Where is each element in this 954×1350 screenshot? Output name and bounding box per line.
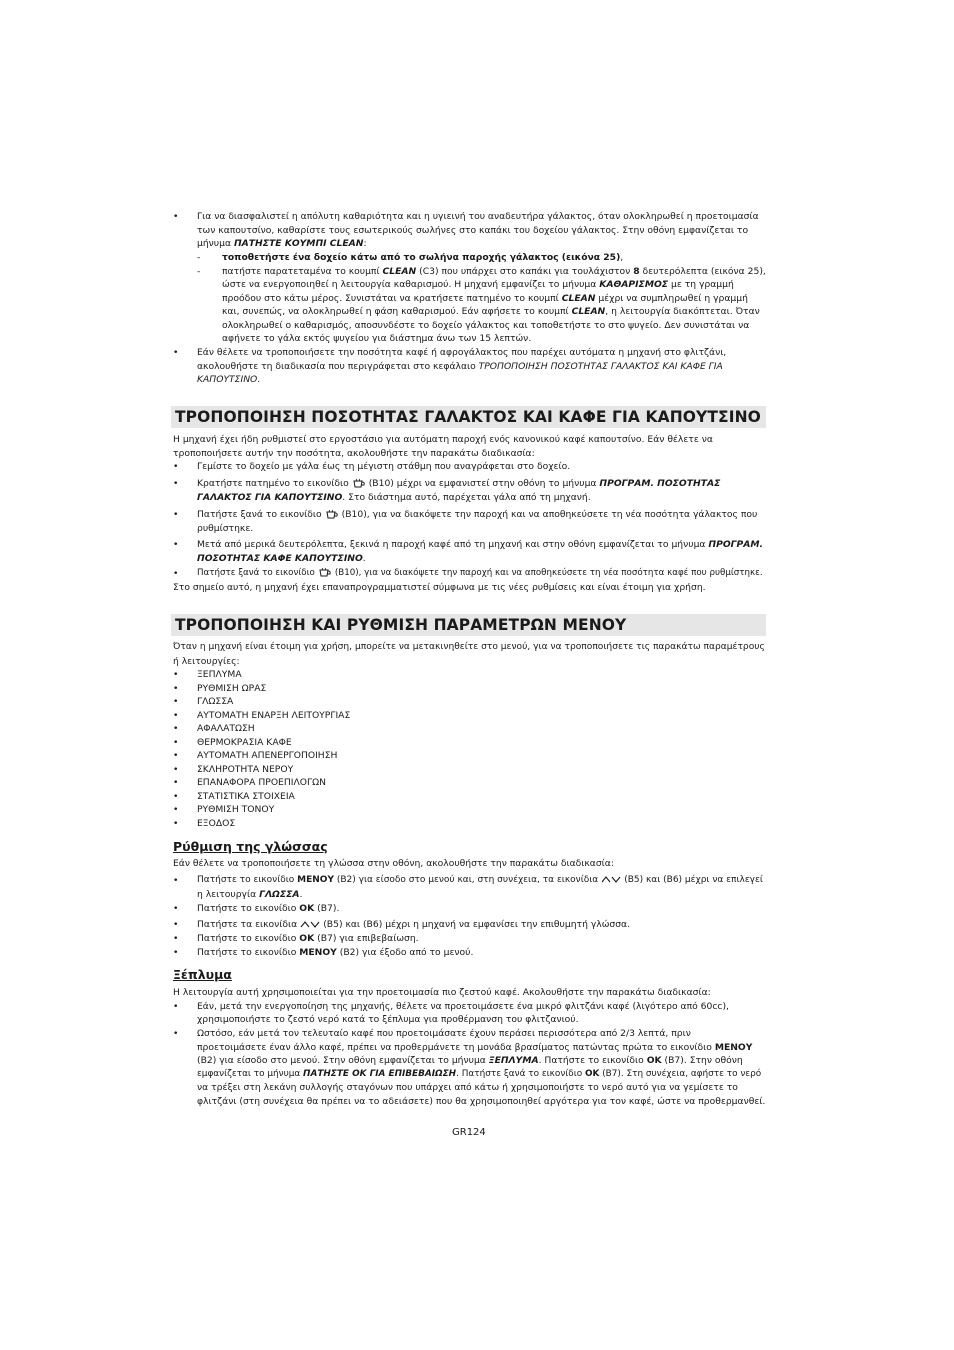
menu-list-item: ΑΥΤΟΜΑΤΗ ΑΠΕΝΕΡΓΟΠΟΙΗΣΗ	[197, 750, 338, 761]
bullet-marker: •	[173, 736, 179, 748]
paragraph-line: τροποποιήσετε αυτήν την ποσότητα, ακολουθήστε την παρακάτω διαδικασία:	[173, 447, 535, 459]
bullet-marker: •	[173, 804, 179, 815]
bullet-marker: •	[173, 933, 179, 944]
bullet-marker: •	[173, 478, 179, 489]
bullet-marker: •	[173, 875, 179, 886]
paragraph-line: Στο σημείο αυτό, η μηχανή έχει επαναπρογραμματιστεί σύμφωνα με τις νέες ρυθμίσεις και είναι έτοιμη για χρήση.	[173, 582, 706, 593]
page-number: GR124	[452, 1127, 486, 1138]
menu-list-item: ΣΚΛΗΡΟΤΗΤΑ ΝΕΡΟΥ	[197, 763, 294, 775]
paragraph-line: Εάν θέλετε να τροποποιήσετε τη γλώσσα στην οθόνη, ακολουθήστε την παρακάτω διαδικασία:	[173, 858, 614, 869]
section-header-menu-params	[171, 614, 766, 636]
bullet-marker: •	[173, 903, 179, 914]
bullet-marker: •	[173, 723, 179, 734]
menu-list-item: ΓΛΩΣΣΑ	[197, 696, 234, 707]
paragraph-line: αφήνετε το γάλα εκτός ψυγείου για διάστημα άνω των 15 λεπτών.	[222, 333, 532, 344]
paragraph-line: ΚΑΠΟΥΤΣΙΝΟ.	[197, 374, 261, 385]
paragraph-line: ώστε να ενεργοποιηθεί η λειτουργία καθαρισμού. Η μηχανή εμφανίζει το μήνυμα ΚΑΘΑΡΙΣΜΟΣ με τη γραμμή	[222, 279, 734, 290]
menu-list-item: ΣΤΑΤΙΣΤΙΚΑ ΣΤΟΙΧΕΙΑ	[197, 790, 295, 802]
bullet-marker: •	[173, 682, 179, 694]
dash-marker: -	[197, 265, 201, 277]
bullet-marker: •	[173, 790, 179, 802]
paragraph-line: φλιτζάνι (στη συνέχεια θα πρέπει να το αδειάσετε) που θα χρησιμοποιηθεί αργότερα για τον καφέ, ώστε να προθερμανθεί.	[197, 1095, 766, 1107]
bullet-marker: •	[173, 777, 179, 788]
bullet-marker: •	[173, 509, 179, 520]
bullet-marker: •	[173, 347, 179, 358]
paragraph-line: μήνυμα ΠΑΤΗΣΤΕ ΚΟΥΜΠΙ CLEAN:	[197, 238, 367, 249]
paragraph-line: Γεμίστε το δοχείο με γάλα έως τη μέγιστη στάθμη που αναγράφεται στο δοχείο.	[197, 461, 571, 472]
paragraph-line: Πατήστε ξανά το εικονίδιο (B10), για να διακόψετε την παροχή και να αποθηκεύσετε τη νέα ποσότητα καφέ που ρυθμίστηκε.	[197, 568, 763, 578]
paragraph-line: Ωστόσο, εάν μετά τον τελευταίο καφέ που προετοιμάσατε έχουν περάσει περισσότερα από 2/3 λεπτά, πριν	[197, 1028, 691, 1039]
paragraph-line: πατήστε παρατεταμένα το κουμπί CLEAN (C3) που υπάρχει στο καπάκι για τουλάχιστον 8 δευτερόλεπτα (εικόνα 25),	[222, 265, 766, 277]
paragraph-line: Πατήστε το εικονίδιο ΜΕΝΟΥ (B2) για έξοδο από το μενού.	[197, 947, 474, 958]
paragraph-line: Η λειτουργία αυτή χρησιμοποιείται για την προετοιμασία πιο ζεστού καφέ. Ακολουθήστε την παρακάτω διαδικασία:	[173, 987, 711, 998]
menu-list-item: ΑΦΑΛΑΤΩΣΗ	[197, 723, 255, 734]
paragraph-line: ακολουθήστε τη διαδικασία που περιγράφεται στο κεφάλαιο ΤΡΟΠΟΠΟΙΗΣΗ ΠΟΣΟΤΗΤΑΣ ΓΑΛΑΚΤΟΣ ΚΑΙ ΚΑΦΕ ΓΙΑ	[197, 360, 723, 372]
bullet-marker: •	[173, 1028, 179, 1039]
bullet-marker: •	[173, 669, 179, 680]
bullet-marker: •	[173, 539, 179, 550]
paragraph-line: να τρέξει στη λεκάνη συλλογής σταγόνων που υπάρχει από κάτω ή χρησιμοποιήστε το νερό αυτό για να γεμίσετε το	[197, 1082, 738, 1093]
section-title: ΤΡΟΠΟΠΟΙΗΣΗ ΠΟΣΟΤΗΤΑΣ ΓΑΛΑΚΤΟΣ ΚΑΙ ΚΑΦΕ ΓΙΑ ΚΑΠΟΥΤΣΙΝΟ	[175, 408, 761, 426]
milk-cup-icon	[325, 509, 339, 520]
paragraph-line: Όταν η μηχανή είναι έτοιμη για χρήση, μπορείτε να μετακινηθείτε στο μενού, για να τροποποιήσετε τις παρακάτω παραμέτρους	[173, 642, 765, 652]
bullet-marker: •	[173, 1000, 179, 1012]
paragraph-line: Πατήστε το εικονίδιο ΜΕΝΟΥ (B2) για είσοδο στο μενού και, στη συνέχεια, τα εικονίδια (B5) και (B6) μέχρι να επιλεγεί	[197, 875, 763, 885]
paragraph-line: των καπουτσίνο, καθαρίστε τους εσωτερικούς σωλήνες στο καπάκι του δοχείου γάλακτος. Στην οθόνη εμφανίζεται το	[197, 224, 749, 236]
milk-cup-icon	[352, 478, 366, 489]
bullet-marker: •	[173, 461, 179, 472]
bullet-marker: •	[173, 763, 179, 775]
menu-list-item: ΕΞΟΔΟΣ	[197, 817, 236, 829]
paragraph-line: Εάν θέλετε να τροποποιήσετε την ποσότητα καφέ ή αφρογάλακτος που παρέχει αυτόματα η μηχανή στο φλιτζάνι,	[197, 347, 727, 358]
paragraph-line: ΠΟΣΟΤΗΤΑΣ ΚΑΦΕ ΚΑΠΟΥΤΣΙΝΟ.	[197, 552, 366, 564]
paragraph-line: Για να διασφαλιστεί η απόλυτη καθαριότητα και η υγιεινή του αναδευτήρα γάλακτος, όταν ολοκληρωθεί η προετοιμασία	[197, 211, 759, 222]
paragraph-line: (B2) για είσοδο στο μενού. Στην οθόνη εμφανίζεται το μήνυμα ΞΕΠΛΥΜΑ. Πατήστε το εικονίδιο ΟΚ (B7). Στην οθόνη	[197, 1055, 743, 1066]
paragraph-line: χρησιμοποιήστε το ζεστό νερό κατά το ξέπλυμα για προθέρμανση του φλιτζανιού.	[197, 1014, 579, 1025]
section-header-milk-coffee	[171, 406, 766, 428]
milk-cup-icon	[318, 567, 332, 578]
dash-marker: -	[197, 252, 201, 263]
up-down-arrows-icon	[300, 920, 320, 929]
paragraph-line: ΓΑΛΑΚΤΟΣ ΓΙΑ ΚΑΠΟΥΤΣΙΝΟ. Στο διάστημα αυτό, παρέχεται γάλα από τη μηχανή.	[197, 492, 591, 503]
up-down-arrows-icon	[601, 875, 621, 884]
bullet-marker: •	[173, 919, 179, 930]
paragraph-line: Πατήστε τα εικονίδια (B5) και (B6) μέχρι η μηχανή να εμφανίσει την επιθυμητή γλώσσα.	[197, 919, 631, 930]
paragraph-line: Πατήστε το εικονίδιο ΟΚ (B7).	[197, 903, 340, 914]
menu-list-item: ΞΕΠΛΥΜΑ	[197, 669, 242, 680]
paragraph-line: Η μηχανή έχει ήδη ρυθμιστεί στο εργοστάσιο για αυτόματη παροχή ενός κανονικού καφέ καπουτσίνο. Εάν θέλετε να	[173, 434, 713, 445]
bullet-marker: •	[173, 709, 179, 721]
paragraph-line: Πατήστε ξανά το εικονίδιο (B10), για να διακόψετε την παροχή και να αποθηκεύσετε τη νέα ποσότητα γάλακτος που	[197, 509, 758, 520]
subsection-title-rinse: Ξέπλυμα	[173, 967, 232, 982]
menu-list-item: ΡΥΘΜΙΣΗ ΩΡΑΣ	[197, 682, 267, 694]
paragraph-line: τοποθετήστε ένα δοχείο κάτω από το σωλήνα παροχής γάλακτος (εικόνα 25),	[222, 252, 624, 263]
paragraph-line: Μετά από μερικά δευτερόλεπτα, ξεκινά η παροχή καφέ από τη μηχανή και στην οθόνη εμφανίζεται το μήνυμα ΠΡΟΓΡΑΜ.	[197, 539, 763, 550]
menu-list-item: ΕΠΑΝΑΦΟΡΑ ΠΡΟΕΠΙΛΟΓΩΝ	[197, 777, 326, 788]
paragraph-line: και, συνεπώς, να ολοκληρωθεί η φάση καθαρισμού. Εάν αφήσετε το κουμπί CLEAN, η λειτουργία διακόπτεται. Όταν	[222, 306, 760, 317]
menu-list-item: ΘΕΡΜΟΚΡΑΣΙΑ ΚΑΦΕ	[197, 736, 292, 748]
paragraph-line: ολοκληρωθεί ο καθαρισμός, αποσυνδέστε το δοχείο γάλακτος και τοποθετήστε το στο ψυγείο. Δεν συνιστάται να	[222, 319, 750, 331]
paragraph-line: προόδου στο κάτω μέρος. Συνιστάται να κρατήσετε πατημένο το κουμπί CLEAN μέχρι να συμπληρωθεί η γραμμή	[222, 292, 748, 304]
bullet-marker: •	[173, 947, 179, 958]
paragraph-line: Εάν, μετά την ενεργοποίηση της μηχανής, θέλετε να προετοιμάσετε ένα μικρό φλιτζάνι καφέ (λιγότερο από 60cc),	[197, 1000, 729, 1012]
bullet-marker: •	[173, 696, 179, 707]
bullet-marker: •	[173, 211, 179, 222]
paragraph-line: προετοιμάσετε έναν άλλο καφέ, πρέπει να προθερμάνετε τη μονάδα βρασίματος πατώντας πρώτα το εικονίδιο ΜΕΝΟΥ	[197, 1041, 753, 1053]
menu-list-item: ΡΥΘΜΙΣΗ ΤΟΝΟΥ	[197, 804, 275, 815]
menu-list-item: ΑΥΤΟΜΑΤΗ ΕΝΑΡΞΗ ΛΕΙΤΟΥΡΓΙΑΣ	[197, 709, 351, 721]
paragraph-line: Κρατήστε πατημένο το εικονίδιο (B10) μέχρι να εμφανιστεί στην οθόνη το μήνυμα ΠΡΟΓΡΑΜ. ΠΟΣΟΤΗΤΑΣ	[197, 478, 721, 489]
paragraph-line: ή λειτουργίες:	[173, 655, 240, 667]
bullet-marker: •	[173, 817, 179, 829]
section-title: ΤΡΟΠΟΠΟΙΗΣΗ ΚΑΙ ΡΥΘΜΙΣΗ ΠΑΡΑΜΕΤΡΩΝ ΜΕΝΟΥ	[175, 616, 627, 634]
paragraph-line: Πατήστε το εικονίδιο ΟΚ (B7) για επιβεβαίωση.	[197, 933, 419, 944]
paragraph-line: εμφανίζεται το μήνυμα ΠΑΤΗΣΤΕ ΟΚ ΓΙΑ ΕΠΙΒΕΒΑΙΩΣΗ. Πατήστε ξανά το εικονίδιο ΟΚ (B7). Στη συνέχεια, αφήστε το νερό	[197, 1068, 762, 1079]
bullet-marker: •	[173, 750, 179, 761]
bullet-marker: •	[173, 568, 179, 579]
paragraph-line: ρυθμίστηκε.	[197, 523, 254, 534]
subsection-title-language: Ρύθμιση της γλώσσας	[173, 839, 328, 854]
paragraph-line: η λειτουργία ΓΛΩΣΣΑ.	[197, 889, 303, 900]
